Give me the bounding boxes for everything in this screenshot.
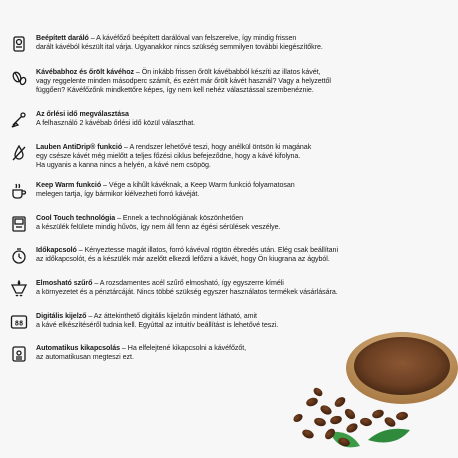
coffee-bowl-illustration [290,330,458,458]
digital-display-icon [10,313,28,331]
feature-line: – Ön inkább frissen őrölt kávébabból készíti az illatos kávét, [134,68,321,76]
feature-line: melegen tartja, így bármikor kiélvezheti forró kávéját. [36,190,200,199]
feature-title: Elmosható szűrő [36,279,93,287]
feature-line: a környezetet és a pénztárcáját. Nincs többé szükség egyszer használatos termékek vásárlására. [36,288,338,297]
feature-line: Ha ugyanis a kanna nincs a helyén, a kávé nem csöpög. [36,161,211,170]
feature-title: Keep Warm funkció [36,181,102,189]
feature-line: függően? Kávéfőzőnk mindkettőre képes, így nem kell nehéz választással szembenéznie. [36,86,314,95]
feature-line: A felhasználó 2 kávébab őrlési idő közül választhat. [36,119,196,128]
feature-line: vagy reggelente minden másodperc számít, és ezért már őrölt kávét használ? Vagy a helyzettől [36,77,331,86]
feature-line: – Ha elfelejtené kikapcsolni a kávéfőzőt, [120,344,247,352]
feature-washable-filter [10,279,450,298]
coffee-beans-icon [10,69,28,87]
feature-antidrip [10,143,450,171]
feature-line: – A kávéfőző beépített darálóval van felszerelve, így mindig frissen [88,34,297,42]
feature-grinder [10,34,450,53]
feature-cool-touch [10,214,450,233]
feature-line: az időkapcsolót, és a készülék már azelőtt elkezdi lefőzni a kávét, hogy Ön kiugrana az ágyból. [36,255,330,264]
feature-title: Lauben AntiDrip® funkció [36,143,123,151]
feature-line: – Az áttekinthető digitális kijelzőn mindent látható, amit [86,312,257,320]
grinder-icon [10,35,28,53]
svg-text:88: 88 [14,319,24,328]
feature-title: Az őrlési idő megválasztása [36,110,129,118]
feature-line: darált kávéból készült ital várja. Ugyanakkor nincs szükség semmilyen további kiegészítőkre. [36,43,323,52]
feature-line: a készülék felülete mindig hűvös, így nem áll fenn az égési sérülések veszélye. [36,223,281,232]
feature-line: egy csésze kávét még mielőtt a teljes főzési ciklus befejeződne, hogy a kávé kifolyna. [36,152,301,161]
feature-line: – Ennek a technológiának köszönhetően [115,214,244,222]
feature-title: Időkapcsoló [36,246,77,254]
feature-line: – Kényeztesse magát illatos, forró kávéval rögtön ébredés után. Elég csak beállítani [76,246,338,254]
feature-line: – Vége a kihűlt kávéknak, a Keep Warm funkció folyamatosan [101,181,295,189]
feature-keep-warm [10,181,450,200]
keep-warm-cup-icon [10,182,28,200]
timer-icon [10,247,28,265]
feature-line: – A rendszer lehetővé teszi, hogy anélkül öntsön ki magának [122,143,312,151]
ground-coffee-icon [354,337,450,395]
feature-title: Digitális kijelző [36,312,87,320]
feature-line: az automatikusan megteszi ezt. [36,353,134,362]
washable-filter-icon [10,280,28,298]
feature-title: Kávébabhoz és őrölt kávéhoz [36,68,134,76]
feature-title: Beépített daráló [36,34,89,42]
feature-digital-display [10,312,450,331]
feature-timer [10,246,450,265]
grinding-time-icon [10,111,28,129]
leaf-icon [368,429,410,443]
feature-beans-ground [10,68,450,96]
feature-grinding-time [10,110,450,129]
feature-title: Cool Touch technológia [36,214,116,222]
feature-line: – A rozsdamentes acél szűrő elmosható, így egyszerre kíméli [92,279,284,287]
feature-title: Automatikus kikapcsolás [36,344,121,352]
feature-line: a kávé elkészítéséről tudnia kell. Egyúttal az intuitív beállítást is lehetővé teszi. [36,321,279,330]
auto-off-icon [10,345,28,363]
cool-touch-icon [10,215,28,233]
no-drip-icon [10,144,28,162]
